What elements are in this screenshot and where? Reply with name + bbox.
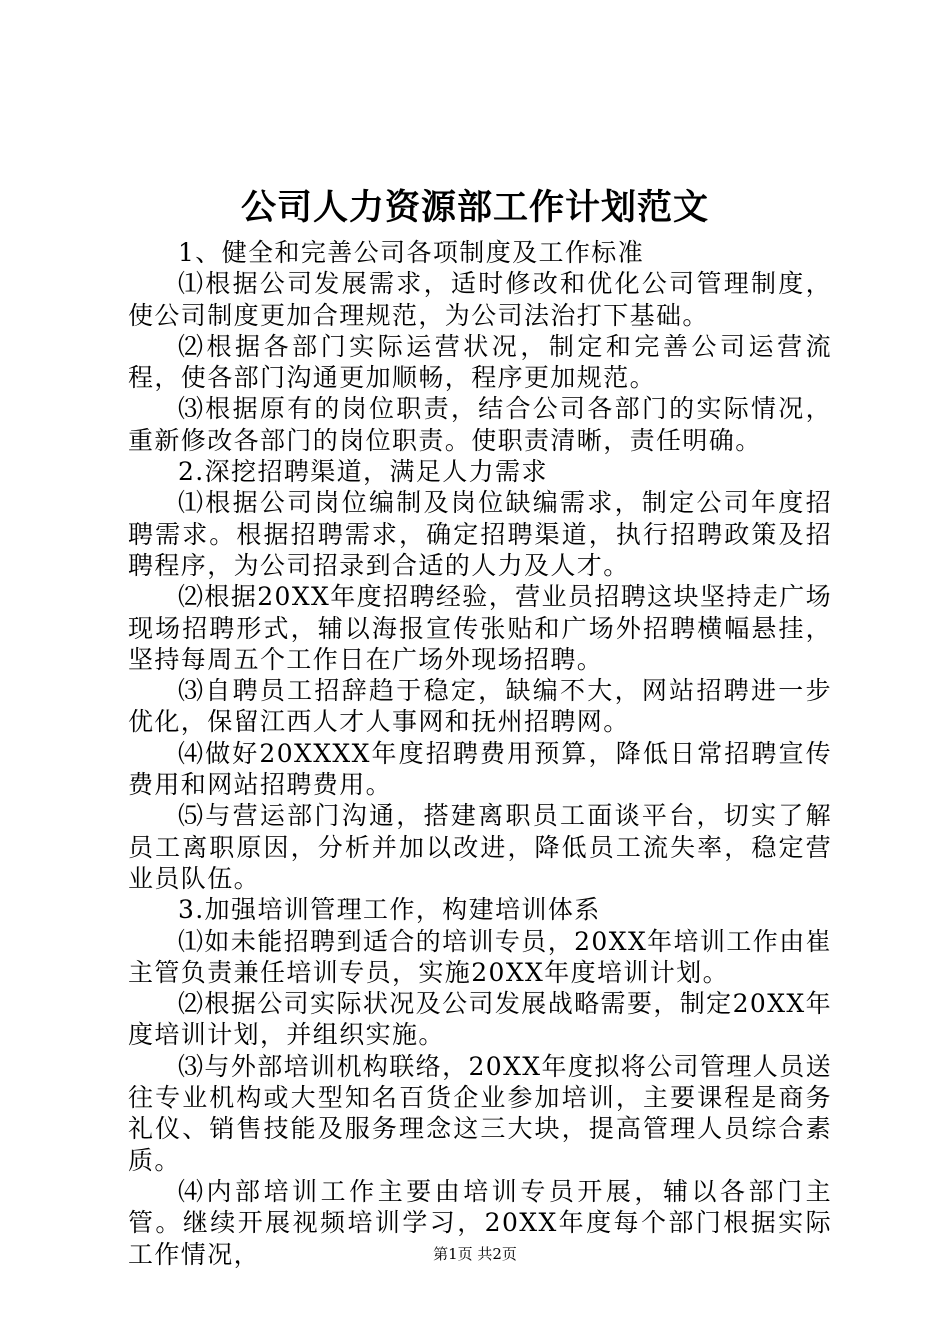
document-body [128,237,832,1270]
page-footer: 第1页 共2页 [433,1245,517,1263]
paragraph: ⑶与外部培训机构联络，20XX年度拟将公司管理人员送往专业机构或大型知名百货企业参加培训，主要课程是商务礼仪、销售技能及服务理念这三大块，提高管理人员综合素质。 [128,1051,832,1175]
paragraph: ⑷内部培训工作主要由培训专员开展，辅以各部门主管。继续开展视频培训学习，20XX年度每个部门根据实际工作情况， [128,1176,832,1269]
document-title: 公司人力资源部工作计划范文 [240,187,709,228]
paragraph: ⑵根据公司实际状况及公司发展战略需要，制定20XX年度培训计划，并组织实施。 [128,989,832,1050]
paragraph: 3.加强培训管理工作，构建培训体系 [178,895,601,925]
paragraph: ⑵根据20XX年度招聘经验，营业员招聘这块坚持走广场现场招聘形式，辅以海报宣传张贴和广场外招聘横幅悬挂，坚持每周五个工作日在广场外现场招聘。 [128,582,832,674]
paragraph: ⑴根据公司岗位编制及岗位缺编需求，制定公司年度招聘需求。根据招聘需求，确定招聘渠道，执行招聘政策及招聘程序，为公司招录到合适的人力及人才。 [128,488,832,580]
paragraph: ⑶自聘员工招辞趋于稳定，缺编不大，网站招聘进一步优化，保留江西人才人事网和抚州招聘网。 [128,676,832,737]
paragraph: ⑵根据各部门实际运营状况，制定和完善公司运营流程，使各部门沟通更加顺畅，程序更加规范。 [128,331,832,393]
paragraph: 1、健全和完善公司各项制度及工作标准 [178,238,645,267]
paragraph: ⑴如未能招聘到适合的培训专员，20XX年培训工作由崔主管负责兼任培训专员，实施20XX年度培训计划。 [128,926,832,987]
paragraph: ⑶根据原有的岗位职责，结合公司各部门的实际情况，重新修改各部门的岗位职责。使职责清晰，责任明确。 [128,394,832,455]
paragraph: ⑴根据公司发展需求，适时修改和优化公司管理制度，使公司制度更加合理规范，为公司法治打下基础。 [128,269,832,330]
paragraph: ⑷做好20XXXX年度招聘费用预算，降低日常招聘宣传费用和网站招聘费用。 [128,738,832,800]
paragraph: ⑸与营运部门沟通，搭建离职员工面谈平台，切实了解员工离职原因，分析并加以改进，降低员工流失率，稳定营业员队伍。 [128,801,832,893]
paragraph: 2.深挖招聘渠道，满足人力需求 [178,457,548,487]
